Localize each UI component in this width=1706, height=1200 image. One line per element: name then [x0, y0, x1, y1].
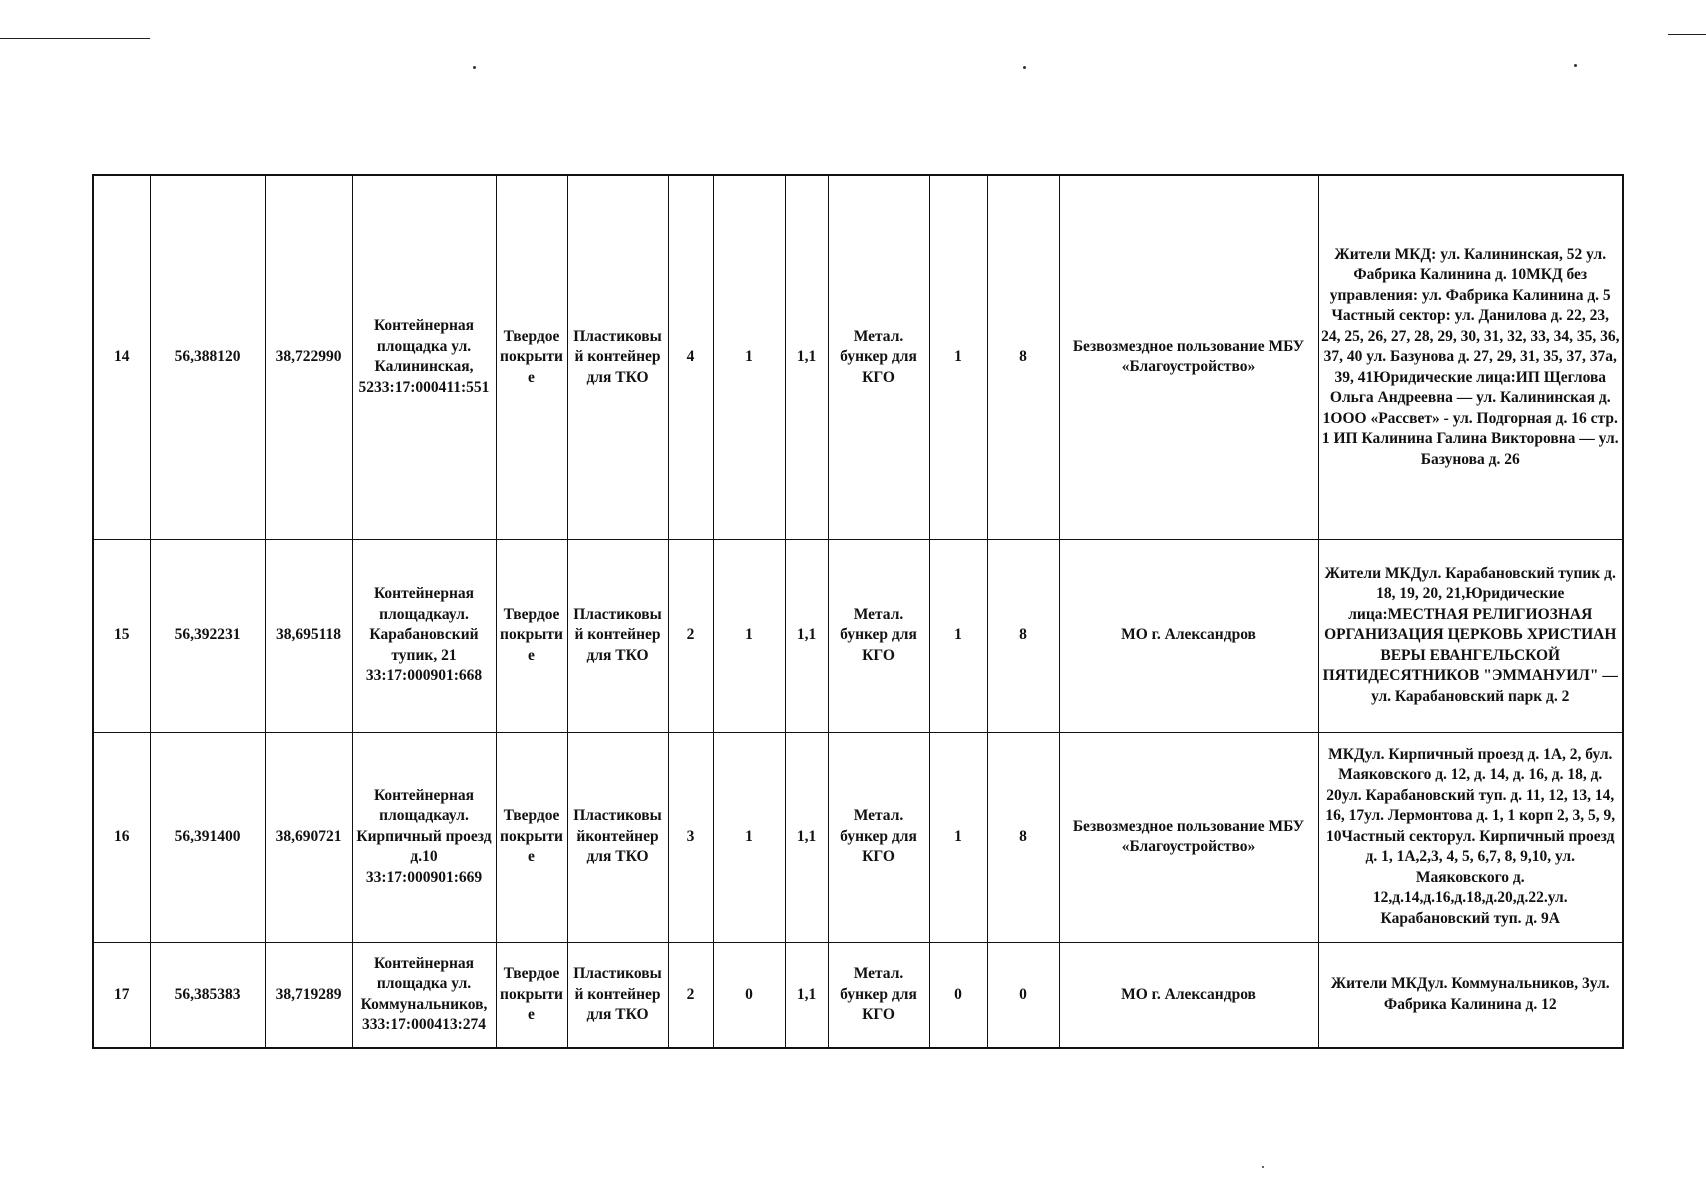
table-row	[93, 175, 1623, 539]
scan-artifact-dot	[1574, 64, 1577, 67]
volume-cell: 1,1	[785, 175, 828, 539]
site-address-cell: Контейнерная площадкаул. Кирпичный проезд д.10 33:17:000901:669	[352, 732, 496, 942]
bunker-type-cell: Метал. бункер для КГО	[828, 175, 929, 539]
longitude-cell: 38,722990	[265, 175, 352, 539]
bunker-type-cell: Метал. бункер для КГО	[828, 539, 929, 732]
table-row	[93, 732, 1623, 942]
latitude-cell: 56,392231	[150, 539, 265, 732]
container-count-2-cell: 1	[713, 175, 785, 539]
waste-sources-cell: Жители МКДул. Карабановский тупик д. 18, 19, 20, 21,Юридические лица:МЕСТНАЯ РЕЛИГИОЗНАЯ ОРГАНИЗАЦИЯ ЦЕРКОВЬ ХРИСТИАН ВЕРЫ ЕВАНГЕЛЬСКОЙ ПЯТИДЕСЯТНИКОВ "ЭММАНУИЛ" — ул. Карабановский парк д. 2	[1318, 539, 1623, 732]
container-count-2-cell: 1	[713, 539, 785, 732]
volume-cell: 1,1	[785, 732, 828, 942]
waste-sources-cell: Жители МКД: ул. Калининская, 52 ул. Фабрика Калинина д. 10МКД без управления: ул. Фабрика Калинина д. 5 Частный сектор: ул. Данилова д. 22, 23, 24, 25, 26, 27, 28, 29, 30, 31, 32, 33, 34, 35, 36, 37, 40 ул. Базунова д. 27, 29, 31, 35, 37, 37а, 39, 41Юридические лица:ИП Щеглова Ольга Андреевна — ул. Калининская д. 1ООО «Рассвет» - ул. Подгорная д. 16 стр. 1 ИП Калинина Галина Викторовна — ул. Базунова д. 26	[1318, 175, 1623, 539]
bunker-volume-cell: 8	[987, 539, 1059, 732]
latitude-cell: 56,385383	[150, 942, 265, 1048]
scan-artifact-dot	[1023, 66, 1026, 69]
container-count-cell: 4	[668, 175, 713, 539]
surface-cell: Твердое покрытие	[496, 175, 567, 539]
volume-cell: 1,1	[785, 539, 828, 732]
row-number: 15	[93, 539, 150, 732]
container-type-cell: Пластиковый контейнер для ТКО	[567, 539, 668, 732]
longitude-cell: 38,719289	[265, 942, 352, 1048]
bunker-count-cell: 0	[929, 942, 987, 1048]
waste-sources-cell: Жители МКДул. Коммунальников, 3ул. Фабрика Калинина д. 12	[1318, 942, 1623, 1048]
owner-cell: Безвозмездное пользование МБУ «Благоустройство»	[1059, 175, 1318, 539]
site-address-cell: Контейнерная площадка ул. Калининская, 5233:17:000411:551	[352, 175, 496, 539]
waste-sites-table	[92, 174, 1624, 1049]
owner-cell: МО г. Александров	[1059, 942, 1318, 1048]
container-count-2-cell: 0	[713, 942, 785, 1048]
latitude-cell: 56,388120	[150, 175, 265, 539]
bunker-type-cell: Метал. бункер для КГО	[828, 732, 929, 942]
container-type-cell: Пластиковыйконтейнер для ТКО	[567, 732, 668, 942]
row-number: 14	[93, 175, 150, 539]
site-address-cell: Контейнерная площадкаул. Карабановский тупик, 21 33:17:000901:668	[352, 539, 496, 732]
latitude-cell: 56,391400	[150, 732, 265, 942]
row-number: 16	[93, 732, 150, 942]
scan-artifact-line-left	[0, 38, 150, 39]
owner-cell: МО г. Александров	[1059, 539, 1318, 732]
longitude-cell: 38,695118	[265, 539, 352, 732]
table-row	[93, 539, 1623, 732]
container-count-2-cell: 1	[713, 732, 785, 942]
bunker-count-cell: 1	[929, 732, 987, 942]
surface-cell: Твердое покрытие	[496, 539, 567, 732]
container-count-cell: 3	[668, 732, 713, 942]
container-count-cell: 2	[668, 539, 713, 732]
bunker-count-cell: 1	[929, 175, 987, 539]
scan-artifact-dot	[473, 66, 476, 69]
bunker-volume-cell: 8	[987, 175, 1059, 539]
container-count-cell: 2	[668, 942, 713, 1048]
scan-artifact-line-right	[1668, 34, 1706, 35]
surface-cell: Твердое покрытие	[496, 732, 567, 942]
surface-cell: Твердое покрытие	[496, 942, 567, 1048]
bunker-count-cell: 1	[929, 539, 987, 732]
bunker-volume-cell: 0	[987, 942, 1059, 1048]
bunker-volume-cell: 8	[987, 732, 1059, 942]
container-type-cell: Пластиковый контейнер для ТКО	[567, 942, 668, 1048]
row-number: 17	[93, 942, 150, 1048]
table-row	[93, 942, 1623, 1048]
container-type-cell: Пластиковый контейнер для ТКО	[567, 175, 668, 539]
site-address-cell: Контейнерная площадка ул. Коммунальников, 333:17:000413:274	[352, 942, 496, 1048]
scan-artifact-dot	[1262, 1166, 1264, 1168]
longitude-cell: 38,690721	[265, 732, 352, 942]
volume-cell: 1,1	[785, 942, 828, 1048]
bunker-type-cell: Метал. бункер для КГО	[828, 942, 929, 1048]
waste-sources-cell: МКДул. Кирпичный проезд д. 1А, 2, бул. Маяковского д. 12, д. 14, д. 16, д. 18, д. 20ул. Карабановский туп. д. 11, 12, 13, 14, 16, 17ул. Лермонтова д. 1, 1 корп 2, 3, 5, 9, 10Частный секторул. Кирпичный проезд д. 1, 1А,2,3, 4, 5, 6,7, 8, 9,10, ул. Маяковского д. 12,д.14,д.16,д.18,д.20,д.22.ул. Карабановский туп. д. 9А	[1318, 732, 1623, 942]
owner-cell: Безвозмездное пользование МБУ «Благоустройство»	[1059, 732, 1318, 942]
